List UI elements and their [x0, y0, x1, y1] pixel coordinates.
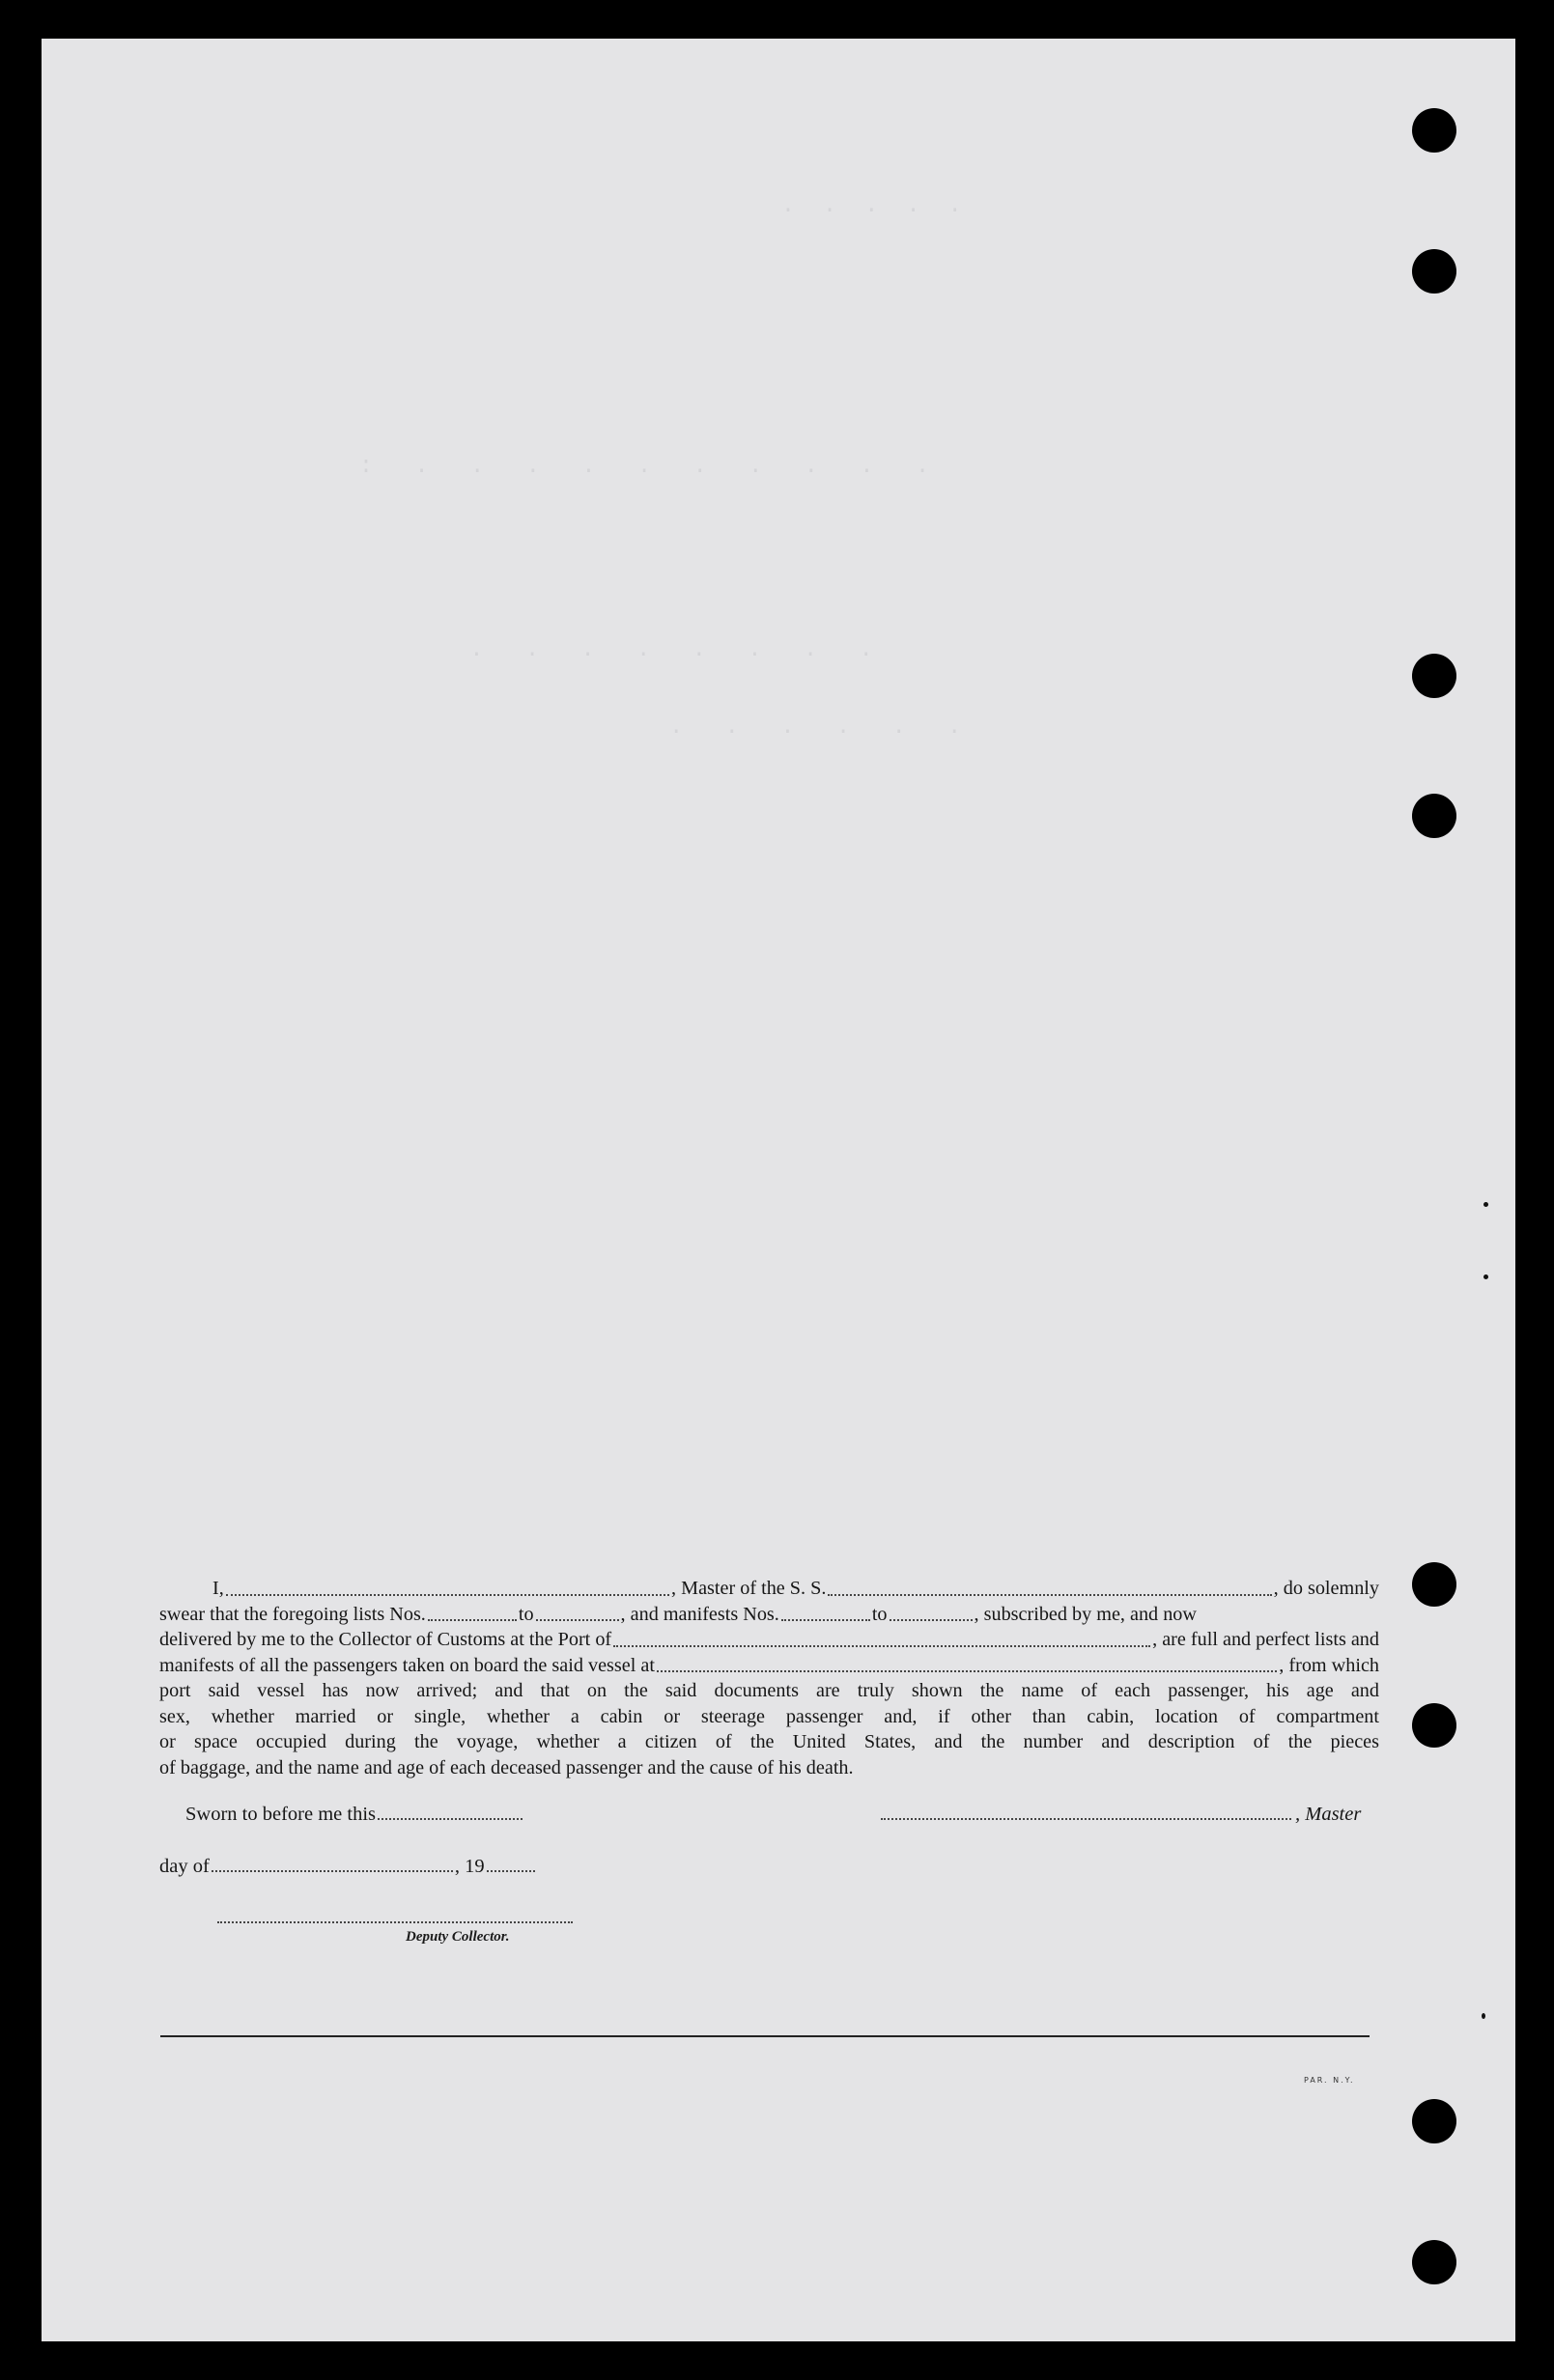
- list-from-field[interactable]: [428, 1602, 517, 1622]
- oath-text: , from which: [1279, 1654, 1379, 1676]
- speck: [1483, 1202, 1488, 1207]
- form-sheet: [42, 39, 1515, 2341]
- punch-hole: [1412, 1703, 1456, 1748]
- bleed-through-text: : . . . . . . . . . .: [331, 454, 930, 480]
- master-signature-field[interactable]: [881, 1804, 1291, 1820]
- oath-line-8: of baggage, and the name and age of each deceased passenger and the cause of his death.: [159, 1756, 854, 1778]
- oath-line-3: [159, 1627, 1379, 1653]
- punch-hole: [1412, 654, 1456, 698]
- master-label: , Master: [1295, 1804, 1362, 1825]
- oath-text: to: [518, 1603, 534, 1625]
- deputy-signature-field[interactable]: [217, 1921, 573, 1923]
- oath-line-7: or space occupied during the voyage, whether a citizen of the United States, and the number and description of the pieces: [159, 1731, 1379, 1752]
- bleed-through-text: . . . . .: [99, 193, 1074, 219]
- oath-text: , and manifests Nos.: [620, 1603, 779, 1625]
- port-of-arrival-field[interactable]: [613, 1627, 1150, 1647]
- master-signature-line: [881, 1804, 1361, 1826]
- oath-line-1: [159, 1576, 1379, 1602]
- year-field[interactable]: [487, 1856, 535, 1872]
- punch-hole: [1412, 1562, 1456, 1607]
- sworn-line: [185, 1804, 523, 1826]
- oath-text: manifests of all the passengers taken on board the said vessel at: [159, 1654, 655, 1676]
- bottom-rule: [160, 2035, 1370, 2037]
- oath-text: , are full and perfect lists and: [1152, 1629, 1379, 1650]
- punch-hole: [1412, 2099, 1456, 2143]
- speck: [1482, 2013, 1485, 2019]
- month-field[interactable]: [212, 1856, 453, 1872]
- port-of-departure-field[interactable]: [657, 1653, 1277, 1673]
- date-line: [159, 1856, 535, 1878]
- punch-hole: [1412, 794, 1456, 838]
- oath-line-2: [159, 1602, 1379, 1628]
- oath-text: , Master of the S. S.: [671, 1578, 827, 1599]
- master-name-field[interactable]: [226, 1576, 669, 1596]
- oath-text: , subscribed by me, and now: [974, 1603, 1197, 1625]
- punch-hole: [1412, 108, 1456, 153]
- bleed-through-text: . . . . . .: [669, 714, 962, 741]
- punch-hole: [1412, 2240, 1456, 2284]
- punch-hole: [1412, 249, 1456, 294]
- oath-line-5: port said vessel has now arrived; and that on the said documents are truly shown the name of each passenger, his age and: [159, 1680, 1379, 1701]
- oath-text: , do solemnly: [1273, 1578, 1380, 1599]
- master-oath-paragraph: [159, 1576, 1379, 1780]
- bleed-through-text: . . . . . . . .: [428, 637, 873, 663]
- oath-line-6: sex, whether married or single, whether a cabin or steerage passenger and, if other than cabin, location of compartment: [159, 1705, 1379, 1727]
- oath-line-4: [159, 1653, 1379, 1679]
- manifest-to-field[interactable]: [890, 1602, 973, 1622]
- day-of-label: day of: [159, 1856, 210, 1877]
- oath-text: delivered by me to the Collector of Customs at the Port of: [159, 1629, 612, 1650]
- sworn-day-field[interactable]: [378, 1804, 523, 1820]
- deputy-collector-label: Deputy Collector.: [406, 1929, 510, 1945]
- oath-text: swear that the foregoing lists Nos.: [159, 1603, 426, 1625]
- vessel-name-field[interactable]: [828, 1576, 1271, 1596]
- list-to-field[interactable]: [536, 1602, 619, 1622]
- manifest-from-field[interactable]: [781, 1602, 870, 1622]
- year-label: , 19: [454, 1856, 485, 1877]
- oath-text: to: [871, 1603, 888, 1625]
- speck: [1483, 1274, 1488, 1279]
- printer-mark: PAR. N.Y.: [1304, 2076, 1355, 2085]
- sworn-label: Sworn to before me this: [185, 1804, 376, 1825]
- oath-text: I,: [212, 1578, 224, 1599]
